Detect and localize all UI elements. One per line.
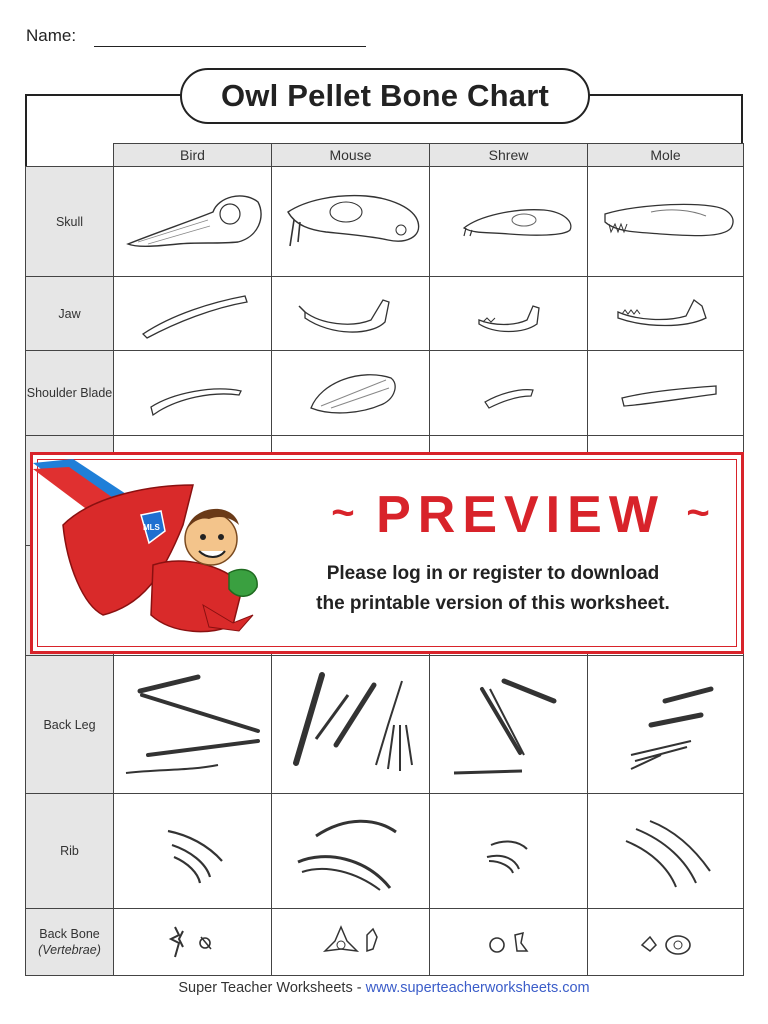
preview-title-text: PREVIEW (376, 486, 665, 544)
table-row (26, 167, 744, 277)
jaw-bone-drawing-icon (449, 284, 569, 344)
row-label-rib: Rib (26, 794, 114, 909)
column-header-bird: Bird (114, 144, 272, 167)
bird-shoulder-cell (114, 351, 272, 436)
rib-drawing-icon (459, 821, 559, 881)
vertebra-drawing-icon (153, 917, 233, 967)
jaw-bone-drawing-icon (133, 284, 253, 344)
footer-brand: Super Teacher Worksheets - (178, 980, 366, 996)
leg-bone-drawing-icon (434, 665, 584, 785)
skull-drawing-icon (434, 192, 584, 252)
preview-line-1: Please log in or register to download (326, 563, 660, 584)
row-label-jaw: Jaw (26, 277, 114, 351)
bird-rib-cell (114, 794, 272, 909)
table-row (26, 656, 744, 794)
name-line[interactable] (94, 46, 366, 47)
worksheet-title: Owl Pellet Bone Chart (220, 78, 550, 113)
mouse-shoulder-cell (272, 351, 430, 436)
name-label: Name: (26, 26, 77, 45)
mouse-jaw-cell (272, 277, 430, 351)
row-label-vertebrae: (Vertebrae) (38, 943, 101, 957)
mouse-vertebra-cell (272, 909, 430, 976)
shrew-shoulder-cell (430, 351, 588, 436)
column-header-shrew: Shrew (430, 144, 588, 167)
skull-drawing-icon (591, 192, 741, 252)
skull-drawing-icon (118, 182, 268, 262)
mouse-leg-cell (272, 656, 430, 794)
preview-line-2: the printable version of this worksheet. (316, 593, 670, 614)
preview-banner[interactable] (30, 452, 744, 654)
row-label-skull: Skull (26, 167, 114, 277)
superhero-mascot-icon (33, 455, 293, 651)
bird-jaw-cell (114, 277, 272, 351)
shoulder-blade-drawing-icon (291, 358, 411, 428)
leg-bone-drawing-icon (276, 665, 426, 785)
title-banner (180, 68, 590, 124)
bird-leg-cell (114, 656, 272, 794)
jaw-bone-drawing-icon (291, 284, 411, 344)
column-header-mole: Mole (588, 144, 744, 167)
left-tilde-icon: ~ (331, 491, 355, 535)
vertebra-drawing-icon (311, 917, 391, 967)
shrew-skull-cell (430, 167, 588, 277)
mole-leg-cell (588, 656, 744, 794)
shoulder-blade-drawing-icon (606, 368, 726, 418)
mole-skull-cell (588, 167, 744, 277)
shoulder-blade-drawing-icon (459, 368, 559, 418)
mouse-rib-cell (272, 794, 430, 909)
row-label-back-bone (26, 909, 114, 976)
row-label-back-leg: Back Leg (26, 656, 114, 794)
vertebra-drawing-icon (626, 917, 706, 967)
column-header-mouse: Mouse (272, 144, 430, 167)
table-corner (26, 144, 114, 167)
table-row (26, 909, 744, 976)
preview-message (293, 559, 693, 619)
row-label-back-bone-text: Back Bone (39, 927, 100, 941)
leg-bone-drawing-icon (118, 665, 268, 785)
vertebra-drawing-icon (469, 917, 549, 967)
mascot-badge: MLS (143, 523, 160, 532)
mole-vertebra-cell (588, 909, 744, 976)
shrew-rib-cell (430, 794, 588, 909)
jaw-bone-drawing-icon (606, 284, 726, 344)
footer-link[interactable]: www.superteacherworksheets.com (365, 980, 590, 996)
right-tilde-icon: ~ (686, 491, 710, 535)
mole-shoulder-cell (588, 351, 744, 436)
shrew-leg-cell (430, 656, 588, 794)
bird-vertebra-cell (114, 909, 272, 976)
preview-title (298, 485, 743, 545)
shrew-vertebra-cell (430, 909, 588, 976)
shrew-jaw-cell (430, 277, 588, 351)
table-row (26, 794, 744, 909)
shoulder-blade-drawing-icon (133, 363, 253, 423)
leg-bone-drawing-icon (591, 665, 741, 785)
bird-skull-cell (114, 167, 272, 277)
mole-jaw-cell (588, 277, 744, 351)
skull-drawing-icon (276, 182, 426, 262)
table-row (26, 351, 744, 436)
mouse-skull-cell (272, 167, 430, 277)
rib-drawing-icon (138, 811, 248, 891)
table-row (26, 277, 744, 351)
footer (0, 980, 768, 996)
rib-drawing-icon (286, 806, 416, 896)
mole-rib-cell (588, 794, 744, 909)
row-label-shoulder-blade: Shoulder Blade (26, 351, 114, 436)
rib-drawing-icon (606, 811, 726, 891)
